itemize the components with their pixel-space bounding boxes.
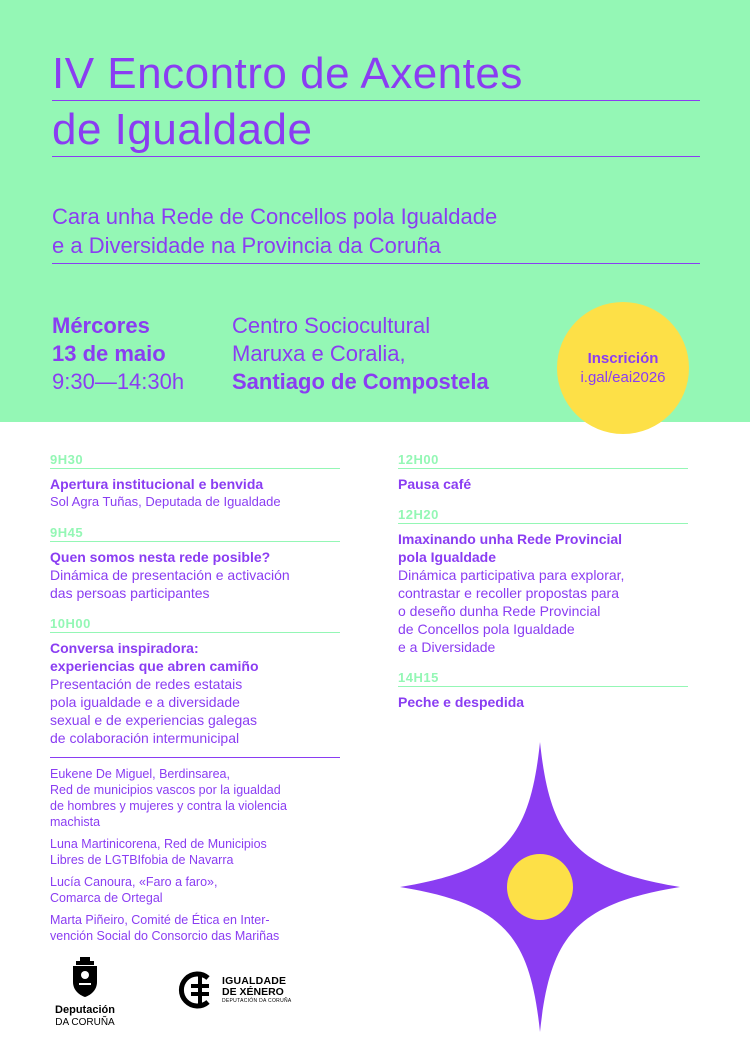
program-title: Quen somos nesta rede posible?	[50, 549, 271, 565]
event-venue	[232, 312, 489, 396]
venue-city: Santiago de Compostela	[232, 369, 489, 394]
deputacion-logo	[50, 955, 120, 1029]
program-item	[50, 525, 340, 602]
venue-line2: Maruxa e Coralia,	[232, 341, 406, 366]
registration-label: Inscrición	[587, 350, 659, 367]
program-left-column	[50, 452, 340, 958]
program-right-column	[398, 452, 688, 725]
desc-line: o deseño dunha Rede Provincial	[398, 603, 601, 619]
igualdade-text	[222, 976, 292, 1005]
igualdade-line1: IGUALDADE	[222, 974, 287, 987]
program-item	[398, 507, 688, 656]
speaker-line: Comarca de Ortegal	[50, 891, 163, 905]
program-time: 9H45	[50, 525, 340, 542]
program-item	[398, 670, 688, 711]
speaker-line: machista	[50, 815, 101, 829]
speaker-line: Eukene De Miguel, Berdinsarea,	[50, 767, 230, 781]
igualdade-logo	[178, 970, 292, 1010]
igualdade-line3: DEPUTACIÓN DA CORUÑA	[222, 997, 292, 1004]
speaker-line: Luna Martinicorena, Red de Municipios	[50, 837, 267, 851]
program-time: 9H30	[50, 452, 340, 469]
desc-line: contrastar e recoller propostas para	[398, 585, 619, 601]
program-item	[398, 452, 688, 493]
program-title	[398, 530, 688, 566]
event-datetime	[52, 312, 184, 396]
desc-line: Dinámica de presentación e activación	[50, 567, 290, 583]
divider	[50, 757, 340, 758]
speaker-entry	[50, 836, 340, 868]
program-item	[50, 452, 340, 511]
registration-badge[interactable]	[557, 302, 689, 434]
desc-line: pola igualdade e a diversidade	[50, 694, 240, 710]
program-desc	[50, 566, 340, 602]
title-line: Conversa inspiradora:	[50, 640, 199, 656]
speaker-entry	[50, 874, 340, 906]
program-title: Pausa café	[398, 476, 472, 492]
speaker-line: Lucía Canoura, «Faro a faro»,	[50, 875, 218, 889]
desc-line: de Concellos pola Igualdade	[398, 621, 575, 637]
registration-link[interactable]: i.gal/eai2026	[580, 369, 666, 386]
desc-line: de colaboración intermunicipal	[50, 730, 240, 746]
program-title: Peche e despedida	[398, 694, 525, 710]
speaker-line: de hombres y mujeres y contra la violencia	[50, 799, 287, 813]
speaker-line: Red de municipios vascos por la igualdad	[50, 783, 281, 797]
program-item	[50, 616, 340, 944]
coat-of-arms-icon	[68, 955, 102, 999]
event-date: 13 de maio	[52, 341, 166, 366]
desc-line: das persoas participantes	[50, 585, 210, 601]
title-line: Imaxinando unha Rede Provincial	[398, 531, 623, 547]
event-subtitle-line2: e a Diversidade na Provincia da Coruña	[52, 231, 700, 264]
program-title	[50, 639, 340, 675]
desc-line: sexual e de experiencias galegas	[50, 712, 258, 728]
speaker-line: Marta Piñeiro, Comité de Ética en Inter-	[50, 913, 270, 927]
event-title-line1: IV Encontro de Axentes	[52, 48, 700, 101]
speaker-entry	[50, 912, 340, 944]
program-time: 10H00	[50, 616, 340, 633]
deputacion-subname: DA CORUÑA	[55, 1017, 115, 1028]
star-shape	[400, 742, 680, 1032]
event-subtitle-line1: Cara unha Rede de Concellos pola Igualdade	[52, 204, 498, 229]
program-desc: Sol Agra Tuñas, Deputada de Igualdade	[50, 494, 281, 509]
desc-line: Presentación de redes estatais	[50, 676, 243, 692]
venue-line1: Centro Sociocultural	[232, 313, 431, 338]
program-desc	[50, 675, 340, 747]
event-hours: 9:30—14:30h	[52, 369, 185, 394]
speaker-line: Libres de LGTBIfobia de Navarra	[50, 853, 234, 867]
program-time: 12H00	[398, 452, 688, 469]
title-line: pola Igualdade	[398, 549, 497, 565]
program-desc	[398, 566, 688, 656]
igualdade-line2: DE XÉNERO	[222, 985, 284, 998]
program-time: 14H15	[398, 670, 688, 687]
event-day: Mércores	[52, 313, 150, 338]
speaker-line: vención Social do Consorcio das Mariñas	[50, 929, 280, 943]
equality-symbol-icon	[178, 970, 218, 1010]
program-title: Apertura institucional e benvida	[50, 476, 264, 492]
deputacion-name: Deputación	[55, 1004, 115, 1016]
event-title-line2: de Igualdade	[52, 104, 700, 157]
speaker-entry	[50, 766, 340, 830]
desc-line: Dinámica participativa para explorar,	[398, 567, 625, 583]
desc-line: e a Diversidade	[398, 639, 496, 655]
program-time: 12H20	[398, 507, 688, 524]
title-line: experiencias que abren camiño	[50, 658, 259, 674]
